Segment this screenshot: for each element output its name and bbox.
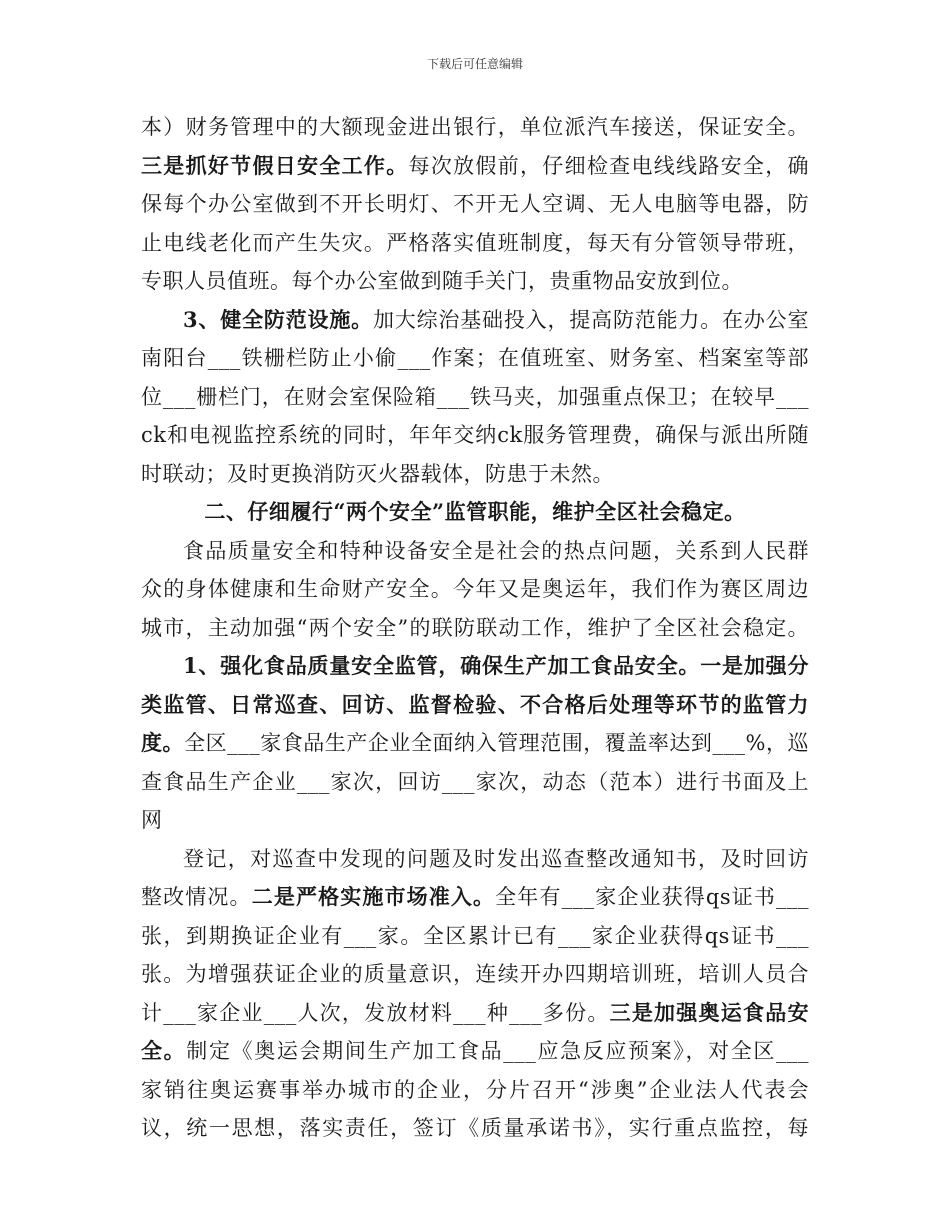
bold-text: 全。 bbox=[141, 1038, 187, 1063]
body-text: 专职人员值班。每个办公室做到随手关门，贵重物品安放到位。 bbox=[141, 269, 743, 293]
text-line bbox=[141, 647, 809, 686]
text-line bbox=[141, 1032, 809, 1071]
text-line bbox=[141, 570, 809, 609]
body-text: 加大综治基础投入，提高防范能力。在办公室 bbox=[372, 307, 809, 332]
text-line bbox=[141, 301, 809, 340]
body-text: 保每个办公室做到不开长明灯、不开无人空调、无人电脑等电器，防 bbox=[141, 192, 809, 216]
text-line bbox=[141, 955, 809, 994]
body-text: 计___家企业___人次，发放材料___种___多份。 bbox=[141, 1000, 610, 1025]
body-text: 全区___家食品生产企业全面纳入管理范围，覆盖率达到___%，巡 bbox=[184, 731, 810, 755]
bold-text: 1、强化食品质量安全监管，确保生产加工食品安全。一是加强分 bbox=[183, 653, 809, 678]
text-line bbox=[141, 224, 809, 263]
bold-text: 3、健全防范设施。 bbox=[183, 306, 373, 332]
text-line bbox=[141, 917, 809, 956]
body-text: 家销往奥运赛事举办城市的企业，分片召开“涉奥”企业法人代表会 bbox=[141, 1077, 809, 1102]
document-body bbox=[141, 108, 809, 1148]
body-text: ck和电视监控系统的同时，年年交纳ck服务管理费，确保与派出所随 bbox=[141, 423, 809, 447]
text-line bbox=[141, 416, 809, 455]
body-text: 城市，主动加强“两个安全”的联防联动工作，维护了全区社会稳定。 bbox=[141, 615, 809, 640]
text-line bbox=[141, 455, 809, 494]
body-text: 查食品生产企业___家次，回访___家次，动态（范本）进行书面及上 bbox=[141, 769, 809, 794]
text-line bbox=[141, 763, 809, 802]
bold-text: 度。 bbox=[141, 730, 185, 755]
body-text: 制定《奥运会期间生产加工食品___应急反应预案》，对全区___ bbox=[186, 1039, 810, 1063]
page-header: 下载后可任意编辑 bbox=[426, 57, 523, 71]
bold-text: 三是加强奥运食品安 bbox=[609, 999, 810, 1025]
body-text: 食品质量安全和特种设备安全是社会的热点问题，关系到人民群 bbox=[183, 538, 809, 563]
body-text: 网 bbox=[141, 808, 163, 832]
body-text: 止电线老化而产生失灾。严格落实值班制度，每天有分管领导带班， bbox=[141, 230, 809, 255]
body-text: 本）财务管理中的大额现金进出银行，单位派汽车接送，保证安全。 bbox=[141, 115, 809, 139]
text-line bbox=[141, 532, 809, 571]
bold-text: 类监管、日常巡查、回访、监督检验、不合格后处理等环节的监管力 bbox=[141, 691, 809, 717]
text-line bbox=[141, 994, 809, 1033]
body-text: 每次放假前，仔细检查电线线路安全，确 bbox=[408, 153, 810, 178]
text-line bbox=[141, 840, 809, 879]
text-line bbox=[141, 1109, 809, 1148]
text-line bbox=[141, 262, 809, 301]
text-line bbox=[141, 609, 809, 648]
text-line bbox=[141, 801, 809, 840]
body-text: 整改情况。 bbox=[141, 885, 252, 909]
bold-text: 二是严格实施市场准入。 bbox=[251, 884, 496, 909]
body-text: 众的身体健康和生命财产安全。今年又是奥运年，我们作为赛区周边 bbox=[141, 577, 809, 601]
body-text: 位___栅栏门，在财会室保险箱___铁马夹，加强重点保卫；在较早___ bbox=[141, 384, 809, 409]
bold-text: 三是抓好节假日安全工作。 bbox=[141, 152, 409, 178]
text-line bbox=[141, 724, 809, 763]
text-line bbox=[141, 493, 809, 532]
bold-text: 二、仔细履行“两个安全”监管职能，维护全区社会稳定。 bbox=[204, 499, 746, 524]
body-text: 时联动；及时更换消防灭火器载体，防患于未然。 bbox=[141, 461, 614, 486]
text-line bbox=[141, 878, 809, 917]
text-line bbox=[141, 686, 809, 725]
text-line bbox=[141, 339, 809, 378]
text-line bbox=[141, 378, 809, 417]
body-text: 议，统一思想，落实责任，签订《质量承诺书》，实行重点监控，每 bbox=[141, 1116, 809, 1140]
body-text: 张。为增强获证企业的质量意识，连续开办四期培训班，培训人员合 bbox=[141, 962, 809, 986]
body-text: 登记，对巡查中发现的问题及时发出巡查整改通知书，及时回访 bbox=[183, 846, 809, 871]
text-line bbox=[141, 1071, 809, 1110]
text-line bbox=[141, 185, 809, 224]
text-line bbox=[141, 108, 809, 147]
text-line bbox=[141, 147, 809, 186]
body-text: 全年有___家企业获得qs证书___ bbox=[495, 885, 810, 909]
body-text: 南阳台___铁栅栏防止小偷___作案；在值班室、财务室、档案室等部 bbox=[141, 346, 809, 370]
body-text: 张，到期换证企业有___家。全区累计已有___家企业获得qs证书___ bbox=[141, 923, 809, 948]
